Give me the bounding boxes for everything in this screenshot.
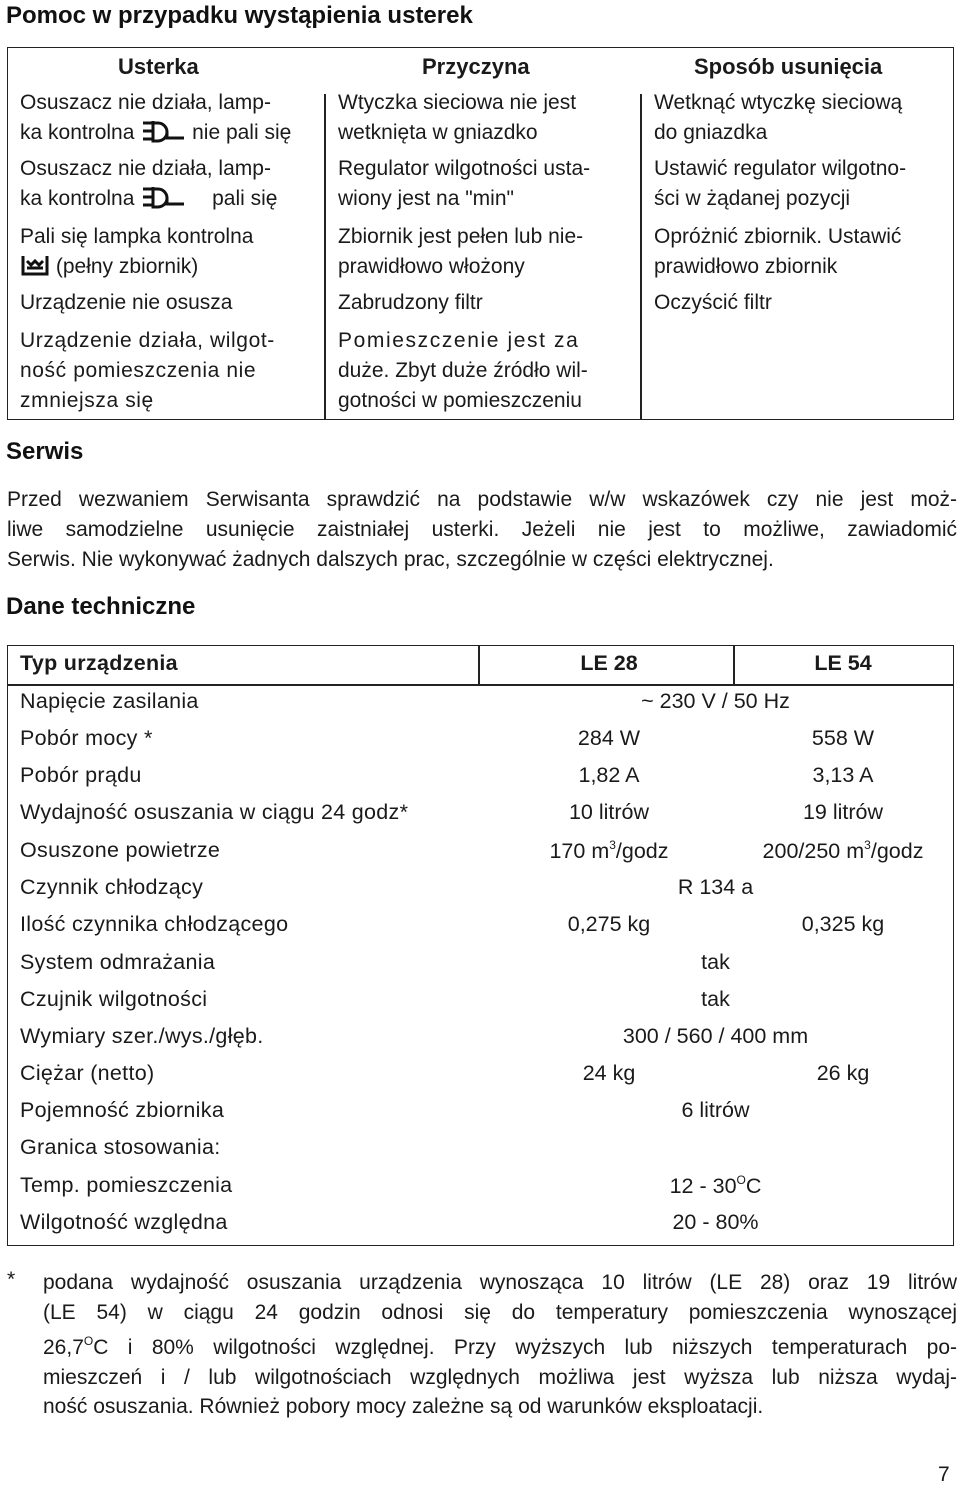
tech-row	[8, 870, 953, 907]
cause-text: duże. Zbyt duże źródło wil-	[338, 359, 588, 382]
fault-text: Pali się lampka kontrolna	[20, 225, 254, 248]
service-title: Serwis	[6, 438, 84, 465]
footnote-star: *	[7, 1268, 16, 1291]
service-line: Przed wezwaniem Serwisanta sprawdzić na podstawie w/w wskazówek czy nie jest moż-	[7, 488, 957, 511]
tech-row	[8, 1205, 953, 1242]
tech-row	[8, 945, 953, 982]
tech-row-le54: 26 kg	[816, 1061, 870, 1085]
tech-row-value: R 134 a	[677, 875, 754, 899]
tech-row	[8, 795, 953, 832]
tech-row-label: Ciężar (netto)	[20, 1061, 155, 1085]
cause-text: Zabrudzony filtr	[338, 291, 483, 314]
fault-text: (pełny zbiornik)	[20, 252, 315, 286]
tech-row-le54: 558 W	[811, 726, 875, 750]
tech-row-value: $12 - 30^OC$	[669, 1173, 762, 1198]
fix-text: Ustawić regulator wilgotno-	[654, 157, 907, 180]
tech-row	[8, 907, 953, 944]
tech-title: Dane techniczne	[6, 593, 196, 620]
fix-text: ści w żądanej pozycji	[654, 187, 851, 210]
tech-row-le28: 284 W	[577, 726, 641, 750]
tech-row-label: Osuszone powietrze	[20, 838, 221, 862]
fix-cell	[654, 288, 949, 318]
fix-text: Wetknąć wtyczkę sieciową	[654, 91, 903, 114]
footnote-line: ność osuszania. Również pobory mocy zależne są od warunków eksploatacji.	[43, 1395, 764, 1418]
cause-text: Zbiornik jest pełen lub nie-	[338, 225, 584, 248]
tech-row-le54: 200/250 $m^3$/godz	[762, 838, 924, 863]
fault-cell	[20, 154, 315, 218]
tech-row-value: 6 litrów	[681, 1098, 750, 1122]
tech-row	[8, 1093, 953, 1130]
tech-row-value: 20 - 80%	[672, 1210, 759, 1234]
cause-text: Regulator wilgotności usta-	[338, 157, 591, 180]
tech-row-label: Pobór mocy *	[20, 726, 153, 750]
cause-text: wiony jest na "min"	[338, 187, 514, 210]
tech-header-label: Typ urządzenia	[20, 651, 178, 675]
tech-row-label: Czujnik wilgotności	[20, 987, 208, 1011]
tech-row-label: Granica stosowania:	[20, 1135, 221, 1159]
tech-row-value: tak	[701, 950, 730, 974]
tech-header-row	[8, 646, 953, 683]
page-number: 7	[938, 1463, 950, 1486]
tech-row	[8, 758, 953, 795]
cause-text: prawidłowo włożony	[338, 255, 525, 278]
tech-row-value: 300 / 560 / 400 mm	[622, 1024, 809, 1048]
tech-row-label: Temp. pomieszczenia	[20, 1173, 233, 1197]
tech-row-label: Pobór prądu	[20, 763, 142, 787]
fix-text: Opróżnić zbiornik. Ustawić	[654, 225, 902, 248]
tech-row-label: Pojemność zbiornika	[20, 1098, 225, 1122]
fault-cell	[20, 326, 315, 416]
plug-icon	[140, 185, 186, 218]
tech-header-le54: LE 54	[814, 651, 872, 675]
column-divider	[640, 326, 642, 419]
fault-text: ka kontrolna nie pali się	[20, 118, 315, 152]
fault-cell	[20, 222, 315, 286]
tech-row	[8, 982, 953, 1019]
fix-text: Oczyścić filtr	[654, 291, 772, 314]
fault-text: ka kontrolna pali się	[20, 184, 315, 218]
tech-row-le28: 0,275 kg	[567, 912, 651, 936]
fix-text: do gniazdka	[654, 121, 768, 144]
page-title: Pomoc w przypadku wystąpienia usterek	[6, 2, 473, 29]
header-fix: Sposób usunięcia	[694, 54, 883, 79]
cause-cell	[338, 222, 633, 282]
fault-text: Urządzenie działa, wilgot-	[20, 329, 275, 352]
service-line: liwe samodzielne usunięcie zaistniałej usterki. Jeżeli nie jest to możliwe, zawiadomić	[7, 518, 957, 541]
footnote-line: mieszczeń i / lub wilgotnościach względnych możliwa jest wyższa lub niższa wydaj-	[43, 1365, 957, 1389]
cause-text: Wtyczka sieciowa nie jest	[338, 91, 577, 114]
tech-row-label: Wymiary szer./wys./głęb.	[20, 1024, 264, 1048]
cause-cell	[338, 288, 633, 318]
tech-row-le54: 0,325 kg	[801, 912, 885, 936]
tech-row-value: ~ 230 V / 50 Hz	[641, 689, 790, 713]
cause-cell	[338, 88, 633, 148]
fault-text: Urządzenie nie osusza	[20, 291, 233, 314]
tech-row-le54: 19 litrów	[802, 800, 884, 824]
tech-row-label: Wydajność osuszania w ciągu 24 godz*	[20, 800, 409, 824]
fault-text: zmniejsza się	[20, 389, 154, 412]
footnote-line: podana wydajność osuszania urządzenia wynosząca 10 litrów (LE 28) oraz 19 litrów	[43, 1271, 957, 1294]
cause-cell	[338, 326, 633, 416]
footnote-line: (LE 54) w ciągu 24 godzin odnosi się do temperatury pomieszczenia wynoszącej	[43, 1300, 957, 1324]
cause-text: wetknięta w gniazdko	[338, 121, 538, 144]
service-line: Serwis. Nie wykonywać żadnych dalszych prac, szczególnie w części elektrycznej.	[7, 548, 774, 571]
tech-row	[8, 1019, 953, 1056]
fix-cell	[654, 222, 949, 282]
tech-row	[8, 1056, 953, 1093]
tech-row	[8, 1130, 953, 1167]
tech-row	[8, 721, 953, 758]
footnote-line: $26,7^OC$ i 80% wilgotności względnej. Przy wyższych lub niższych temperaturach po-	[43, 1334, 957, 1359]
tech-row	[8, 684, 953, 721]
service-paragraph	[7, 485, 957, 575]
cause-text: gotności w pomieszczeniu	[338, 389, 582, 412]
tech-row	[8, 1168, 953, 1205]
fault-text: Osuszacz nie działa, lamp-	[20, 91, 271, 114]
footnote-text	[43, 1268, 957, 1422]
tech-row-label: System odmrażania	[20, 950, 216, 974]
column-divider	[324, 326, 326, 419]
full-tank-icon	[20, 253, 50, 286]
tech-row-label: Czynnik chłodzący	[20, 875, 204, 899]
tech-row-value: tak	[701, 987, 730, 1011]
tech-table	[7, 645, 954, 1246]
tech-row-le28: 10 litrów	[568, 800, 650, 824]
tech-row-le28: 170 $m^3$/godz	[549, 838, 669, 863]
tech-row-label: Wilgotność względna	[20, 1210, 228, 1234]
fault-cell	[20, 288, 315, 318]
tech-row-label: Napięcie zasilania	[20, 689, 199, 713]
fix-text: prawidłowo zbiornik	[654, 255, 838, 278]
troubleshooting-table	[7, 47, 954, 420]
cause-text: Pomieszczenie jest za	[338, 329, 580, 352]
tech-row-le28: 24 kg	[582, 1061, 636, 1085]
fault-text: ność pomieszczenia nie	[20, 359, 257, 382]
tech-header-le28: LE 28	[580, 651, 638, 675]
fault-cell	[20, 88, 315, 152]
tech-row	[8, 833, 953, 870]
plug-icon	[140, 119, 186, 152]
fault-text: Osuszacz nie działa, lamp-	[20, 157, 271, 180]
tech-row-le28: 1,82 A	[578, 763, 640, 787]
tech-row-label: Ilość czynnika chłodzącego	[20, 912, 289, 936]
fix-cell	[654, 154, 949, 214]
cause-cell	[338, 154, 633, 214]
header-fault: Usterka	[118, 54, 199, 79]
header-cause: Przyczyna	[422, 54, 530, 79]
tech-row-le54: 3,13 A	[812, 763, 874, 787]
fix-cell	[654, 88, 949, 148]
